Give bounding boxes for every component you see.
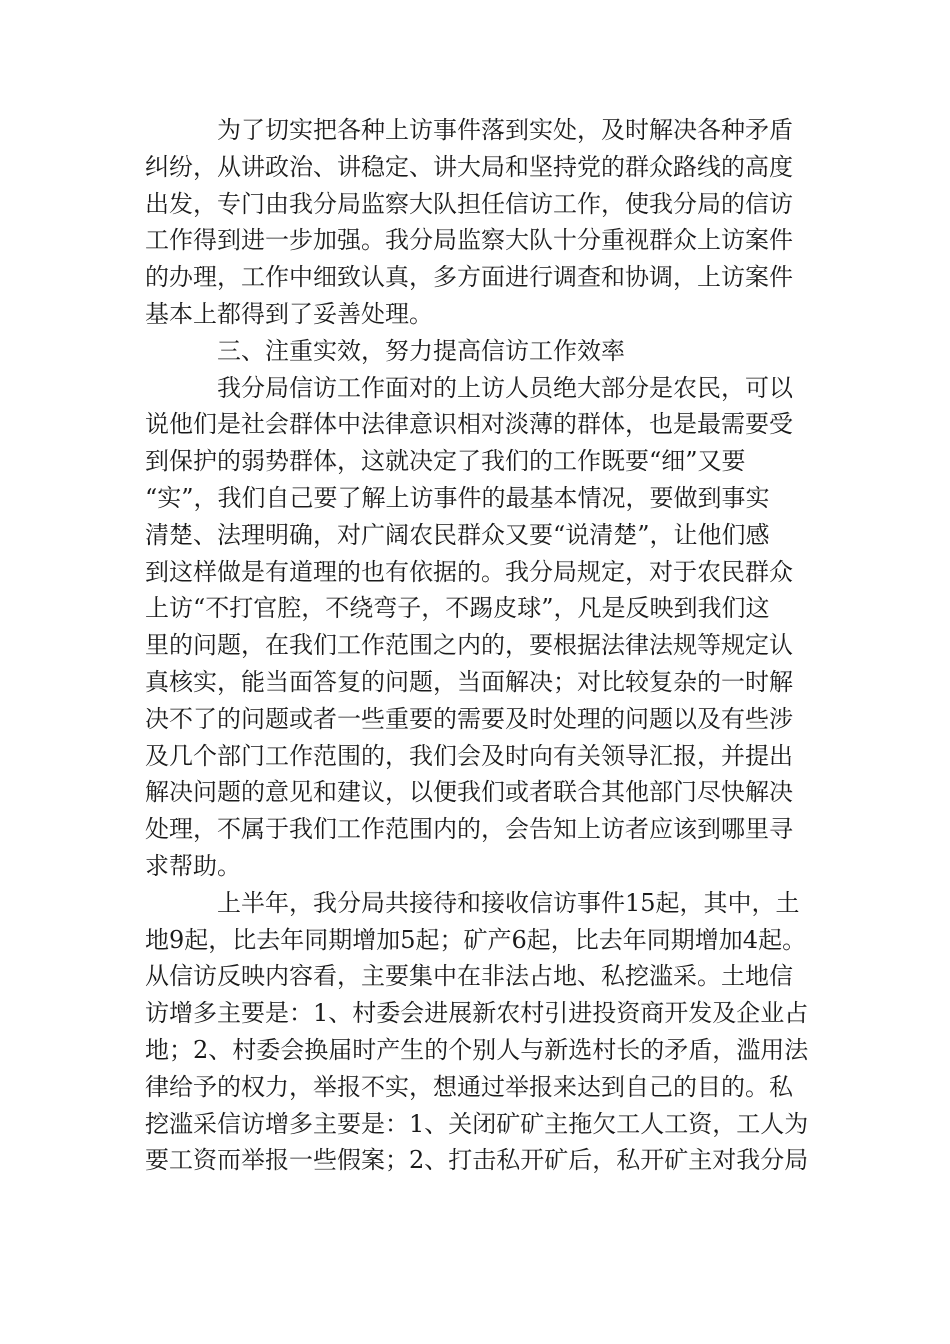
paragraph-line: 纠纷，从讲政治、讲稳定、讲大局和坚持党的群众路线的高度 xyxy=(145,152,793,181)
paragraph-line: 真核实，能当面答复的问题，当面解决；对比较复杂的一时解 xyxy=(145,667,793,696)
paragraph-line: 处理，不属于我们工作范围内的，会告知上访者应该到哪里寻 xyxy=(145,815,793,844)
paragraph-line: 我分局信访工作面对的上访人员绝大部分是农民，可以 xyxy=(217,373,793,402)
paragraph-line: 到这样做是有道理的也有依据的。我分局规定，对于农民群众 xyxy=(145,557,793,586)
paragraph-line: 挖滥采信访增多主要是：1、关闭矿矿主拖欠工人工资，工人为 xyxy=(145,1109,809,1138)
paragraph-line: 到保护的弱势群体，这就决定了我们的工作既要“细”又要 xyxy=(145,447,746,476)
section-heading: 三、注重实效，努力提高信访工作效率 xyxy=(217,336,625,365)
paragraph-line: 说他们是社会群体中法律意识相对淡薄的群体，也是最需要受 xyxy=(145,410,793,439)
paragraph-line: 决不了的问题或者一些重要的需要及时处理的问题以及有些涉 xyxy=(145,704,793,733)
paragraph-line: 里的问题，在我们工作范围之内的，要根据法律法规等规定认 xyxy=(145,631,793,660)
paragraph-line: 上半年，我分局共接待和接收信访事件15起，其中，土 xyxy=(217,888,800,917)
paragraph-line: 及几个部门工作范围的，我们会及时向有关领导汇报，并提出 xyxy=(145,741,793,770)
paragraph-line: 上访“不打官腔，不绕弯子，不踢皮球”，凡是反映到我们这 xyxy=(145,594,770,623)
paragraph-line: 清楚、法理明确，对广阔农民群众又要“说清楚”，让他们感 xyxy=(145,520,770,549)
paragraph-line: 地；2、村委会换届时产生的个别人与新选村长的矛盾，滥用法 xyxy=(145,1035,809,1064)
paragraph-line: 从信访反映内容看，主要集中在非法占地、私挖滥采。土地信 xyxy=(145,962,793,991)
paragraph-line: 工作得到进一步加强。我分局监察大队十分重视群众上访案件 xyxy=(145,226,793,255)
paragraph-line: 出发，专门由我分局监察大队担任信访工作，使我分局的信访 xyxy=(145,189,793,218)
paragraph-line: 要工资而举报一些假案；2、打击私开矿后，私开矿主对我分局 xyxy=(145,1146,809,1175)
paragraph-line: 地9起，比去年同期增加5起；矿产6起，比去年同期增加4起。 xyxy=(145,925,807,954)
paragraph-line: 求帮助。 xyxy=(145,851,241,880)
paragraph-line: 为了切实把各种上访事件落到实处，及时解决各种矛盾 xyxy=(217,116,793,144)
paragraph-line: “实”，我们自己要了解上访事件的最基本情况，要做到事实 xyxy=(145,483,770,512)
paragraph-line: 访增多主要是：1、村委会进展新农村引进投资商开发及企业占 xyxy=(145,999,809,1028)
body-text xyxy=(145,112,825,1179)
paragraph-line: 解决问题的意见和建议，以便我们或者联合其他部门尽快解决 xyxy=(145,778,793,807)
paragraph-line: 基本上都得到了妥善处理。 xyxy=(145,299,433,328)
paragraph-line: 律给予的权力，举报不实，想通过举报来达到自己的目的。私 xyxy=(145,1072,793,1101)
paragraph-line: 的办理，工作中细致认真，多方面进行调查和协调，上访案件 xyxy=(145,263,793,292)
